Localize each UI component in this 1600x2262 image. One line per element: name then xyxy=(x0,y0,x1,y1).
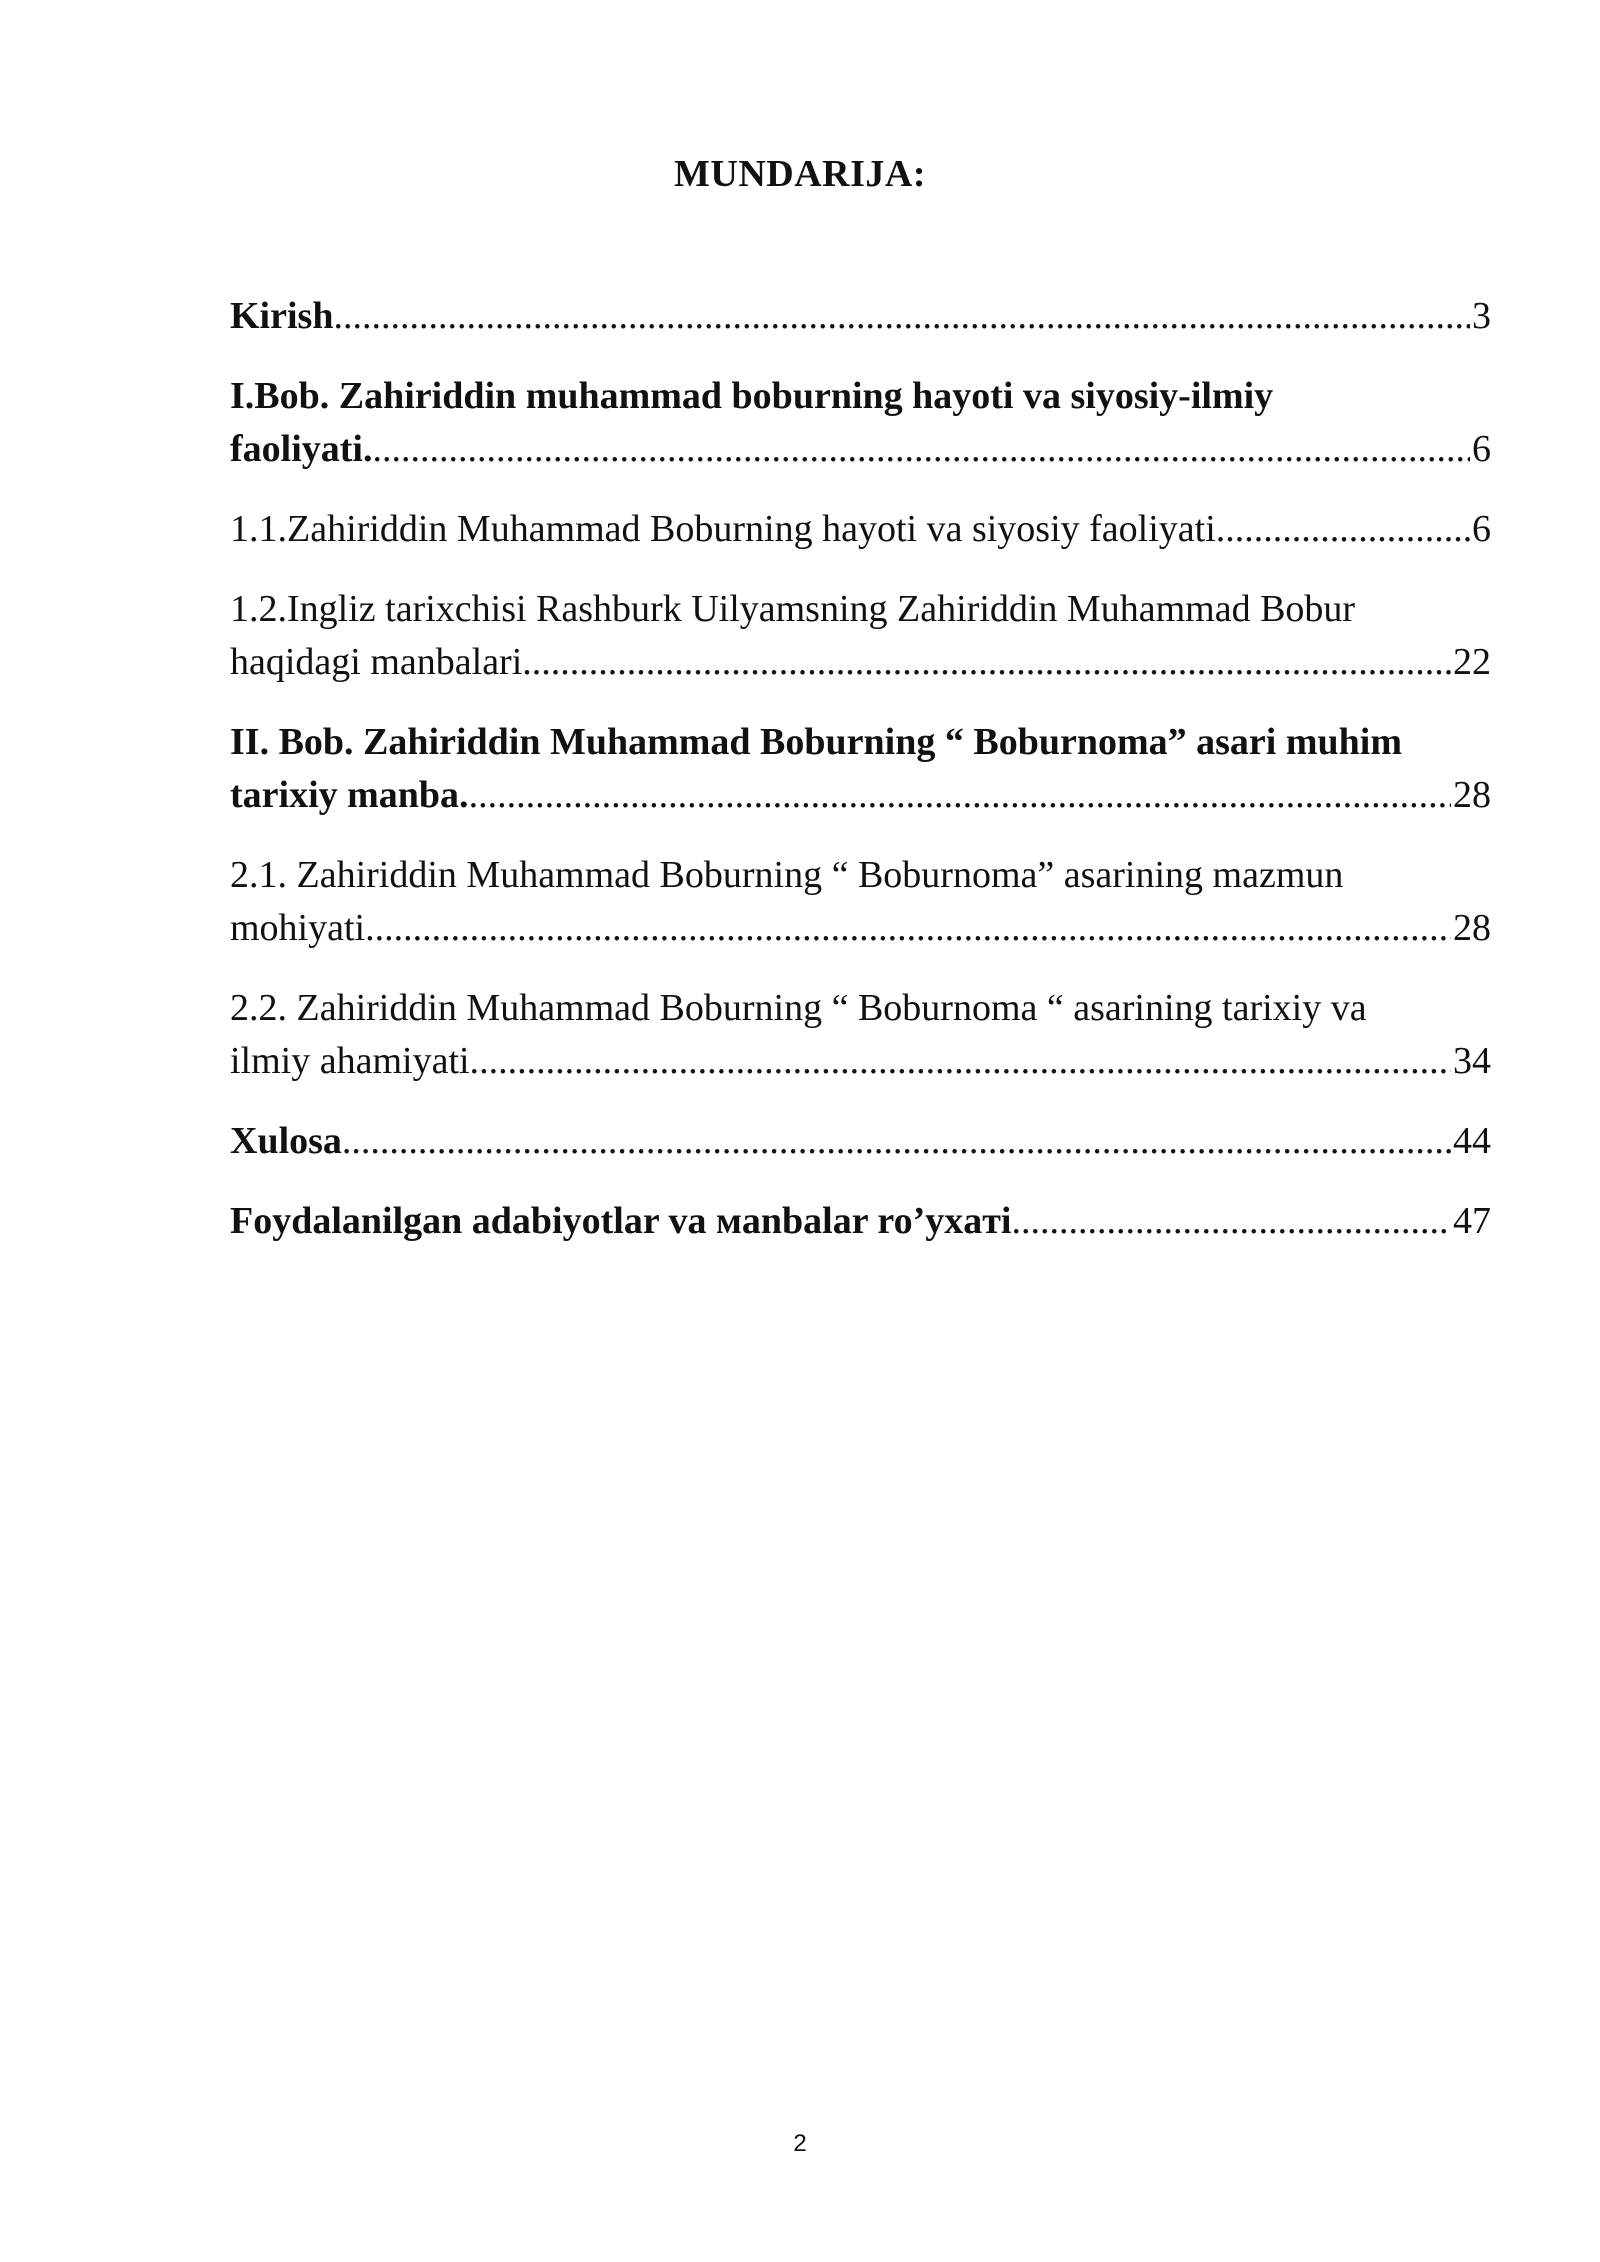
toc-entry-chapter-1[interactable] xyxy=(230,370,1491,476)
dot-leader xyxy=(342,1115,1451,1168)
dot-leader xyxy=(333,290,1470,343)
toc-entry-section-1-1[interactable] xyxy=(230,503,1491,556)
toc-entry-page: 28 xyxy=(1453,907,1491,949)
toc-entry-title: 1.2.Ingliz tarixchisi Rashburk Uilyamsning Zahiriddin Muhammad Bobur xyxy=(230,588,1356,630)
toc-entry-title: 1.1.Zahiriddin Muhammad Boburning hayoti va siyosiy faoliyati. xyxy=(230,508,1226,550)
dot-leader xyxy=(479,1035,1451,1088)
toc-entry-page: 28 xyxy=(1453,774,1491,816)
toc-entry-conclusion[interactable] xyxy=(230,1115,1491,1168)
toc-entry-introduction[interactable] xyxy=(230,290,1491,343)
toc-entry-title: Xulosa xyxy=(230,1120,342,1162)
toc-entry-section-1-2[interactable] xyxy=(230,583,1491,689)
toc-entry-title-cont: ilmiy ahamiyati. xyxy=(230,1040,480,1082)
toc-entry-title-cont: tarixiy manba. xyxy=(230,774,469,816)
toc-entry-references[interactable] xyxy=(230,1195,1491,1248)
toc-entry-page: 3 xyxy=(1472,295,1491,337)
toc-entry-section-2-1[interactable] xyxy=(230,849,1491,955)
toc-entry-title-cont: mohiyati. xyxy=(230,907,375,949)
toc-entry-page: 44 xyxy=(1453,1120,1491,1162)
toc-entry-chapter-2[interactable] xyxy=(230,716,1491,822)
toc-entry-title: Foydalanilgan adabiyotlar va мanbalar ro’yхaтi xyxy=(230,1200,1012,1242)
toc-entry-page: 47 xyxy=(1453,1200,1491,1242)
toc-entry-title-cont: faoliyati. xyxy=(230,428,373,470)
toc-entry-page: 34 xyxy=(1453,1040,1491,1082)
toc-entry-page: 6 xyxy=(1472,428,1491,470)
toc-entry-title: 2.1. Zahiriddin Muhammad Boburning “ Boburnoma” asarining mazmun xyxy=(230,854,1344,896)
dot-leader xyxy=(375,902,1451,955)
toc-entry-page: 22 xyxy=(1453,641,1491,683)
toc-title: MUNDARIJA: xyxy=(674,153,926,195)
dot-leader xyxy=(372,423,1470,476)
dot-leader xyxy=(469,769,1451,822)
toc-entry-title: I.Bob. Zahiriddin muhammad boburning hayoti va siyosiy-ilmiy xyxy=(230,375,1274,417)
toc-entry-title: 2.2. Zahiriddin Muhammad Boburning “ Boburnoma “ asarining tarixiy va xyxy=(230,987,1367,1029)
toc-entry-title-cont: haqidagi manbalari. xyxy=(230,641,532,683)
toc-entry-section-2-2[interactable] xyxy=(230,982,1491,1088)
toc-entry-page: 6 xyxy=(1472,508,1491,550)
dot-leader xyxy=(1011,1195,1451,1248)
page-number: 2 xyxy=(793,2130,807,2157)
dot-leader xyxy=(1225,503,1470,556)
toc-entry-title: II. Bob. Zahiriddin Muhammad Boburning “ Boburnoma” asari muhim xyxy=(230,721,1402,763)
dot-leader xyxy=(532,636,1451,689)
toc-entry-title: Kirish xyxy=(230,295,334,337)
